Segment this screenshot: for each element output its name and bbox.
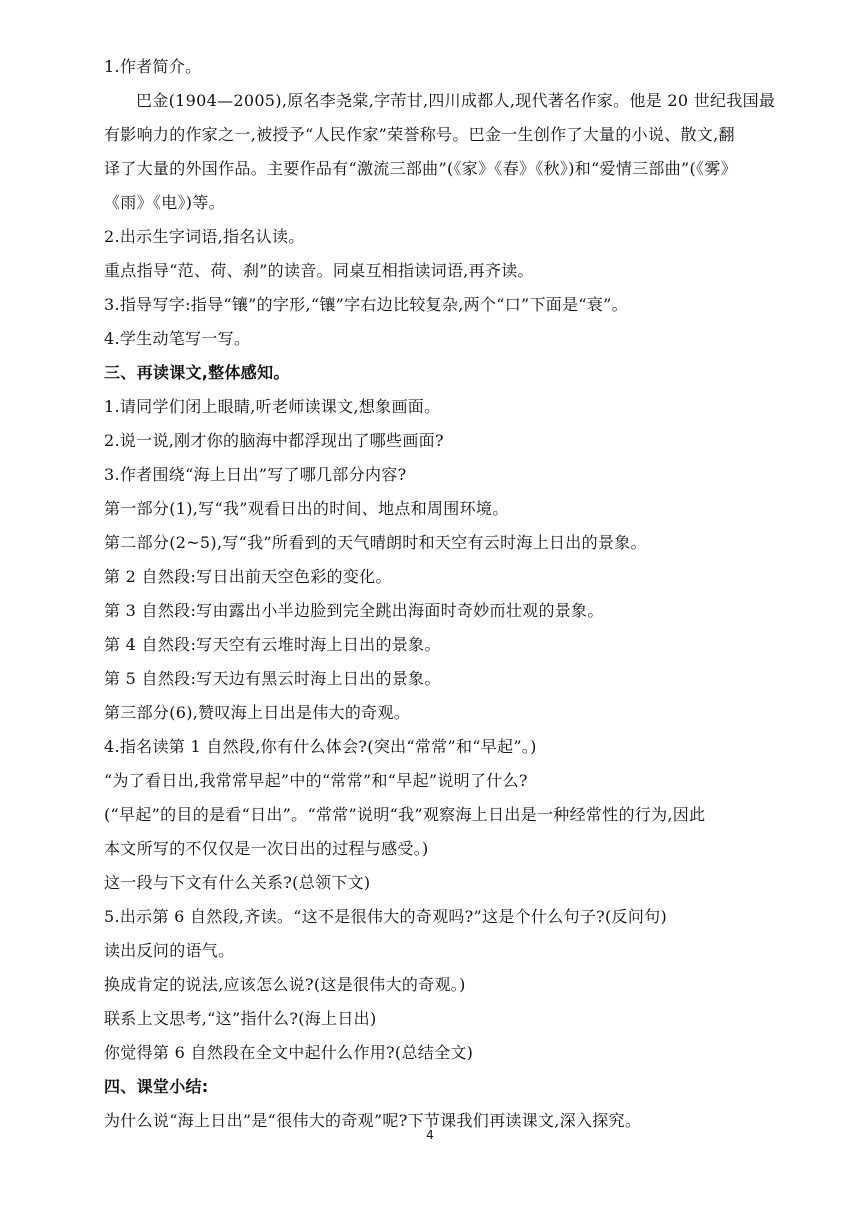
text-line: 第 3 自然段:写由露出小半边脸到完全跳出海面时奇妙而壮观的景象。 bbox=[104, 601, 604, 620]
text-line: 重点指导“范、荷、刹”的读音。同桌互相指读词语,再齐读。 bbox=[104, 261, 534, 280]
text-line: 5.出示第 6 自然段,齐读。“这不是很伟大的奇观吗?”这是个什么句子?(反问句) bbox=[104, 907, 668, 926]
text-line: “为了看日出,我常常早起”中的“常常”和“早起”说明了什么? bbox=[104, 771, 528, 790]
text-line: 换成肯定的说法,应该怎么说?(这是很伟大的奇观。) bbox=[104, 975, 466, 994]
section-heading: 三、再读课文,整体感知。 bbox=[104, 363, 290, 382]
text-line: 2.说一说,刚才你的脑海中都浮现出了哪些画面? bbox=[104, 431, 444, 450]
text-line: 联系上文思考,“这”指什么?(海上日出) bbox=[104, 1009, 377, 1028]
text-line: 1.作者简介。 bbox=[104, 57, 202, 76]
text-line: 4.指名读第 1 自然段,你有什么体会?(突出“常常”和“早起”。) bbox=[104, 737, 537, 756]
text-line: 巴金(1904—2005),原名李尧棠,字芾甘,四川成都人,现代著名作家。他是 20 世纪我国最 bbox=[136, 91, 776, 110]
text-line: 为什么说“海上日出”是“很伟大的奇观”呢?下节课我们再读课文,深入探究。 bbox=[104, 1111, 642, 1130]
section-heading: 四、课堂小结: bbox=[104, 1077, 209, 1096]
text-line: 本文所写的不仅仅是一次日出的过程与感受。) bbox=[104, 839, 429, 858]
text-line: 第 2 自然段:写日出前天空色彩的变化。 bbox=[104, 567, 392, 586]
text-line: 《雨》《电》)等。 bbox=[104, 193, 225, 212]
text-line: 第二部分(2~5),写“我”所看到的天气晴朗时和天空有云时海上日出的景象。 bbox=[104, 533, 647, 552]
text-line: 2.出示生字词语,指名认读。 bbox=[104, 227, 305, 246]
text-line: 第 5 自然段:写天边有黑云时海上日出的景象。 bbox=[104, 669, 441, 688]
text-line: 1.请同学们闭上眼睛,听老师读课文,想象画面。 bbox=[104, 397, 441, 416]
text-line: 第 4 自然段:写天空有云堆时海上日出的景象。 bbox=[104, 635, 441, 654]
text-line: 第一部分(1),写“我”观看日出的时间、地点和周围环境。 bbox=[104, 499, 509, 518]
text-line: 3.指导写字:指导“镶”的字形,“镶”字右边比较复杂,两个“口”下面是“衰”。 bbox=[104, 295, 628, 314]
text-line: 3.作者围绕“海上日出”写了哪几部分内容? bbox=[104, 465, 407, 484]
text-line: 4.学生动笔写一写。 bbox=[104, 329, 251, 348]
text-line: 读出反问的语气。 bbox=[104, 941, 235, 960]
text-line: 译了大量的外国作品。主要作品有“激流三部曲”(《家》《春》《秋》)和“爱情三部曲”(《雾》 bbox=[104, 159, 737, 178]
document-body bbox=[104, 50, 804, 1138]
text-line: 这一段与下文有什么关系?(总领下文) bbox=[104, 873, 371, 892]
text-line: (“早起”的目的是看“日出”。“常常”说明“我”观察海上日出是一种经常性的行为,因此 bbox=[104, 805, 706, 824]
text-line: 第三部分(6),赞叹海上日出是伟大的奇观。 bbox=[104, 703, 411, 722]
text-line: 有影响力的作家之一,被授予“人民作家”荣誉称号。巴金一生创作了大量的小说、散文,翻 bbox=[104, 125, 735, 144]
page-number: 4 bbox=[426, 1128, 434, 1142]
text-line: 你觉得第 6 自然段在全文中起什么作用?(总结全文) bbox=[104, 1043, 474, 1062]
